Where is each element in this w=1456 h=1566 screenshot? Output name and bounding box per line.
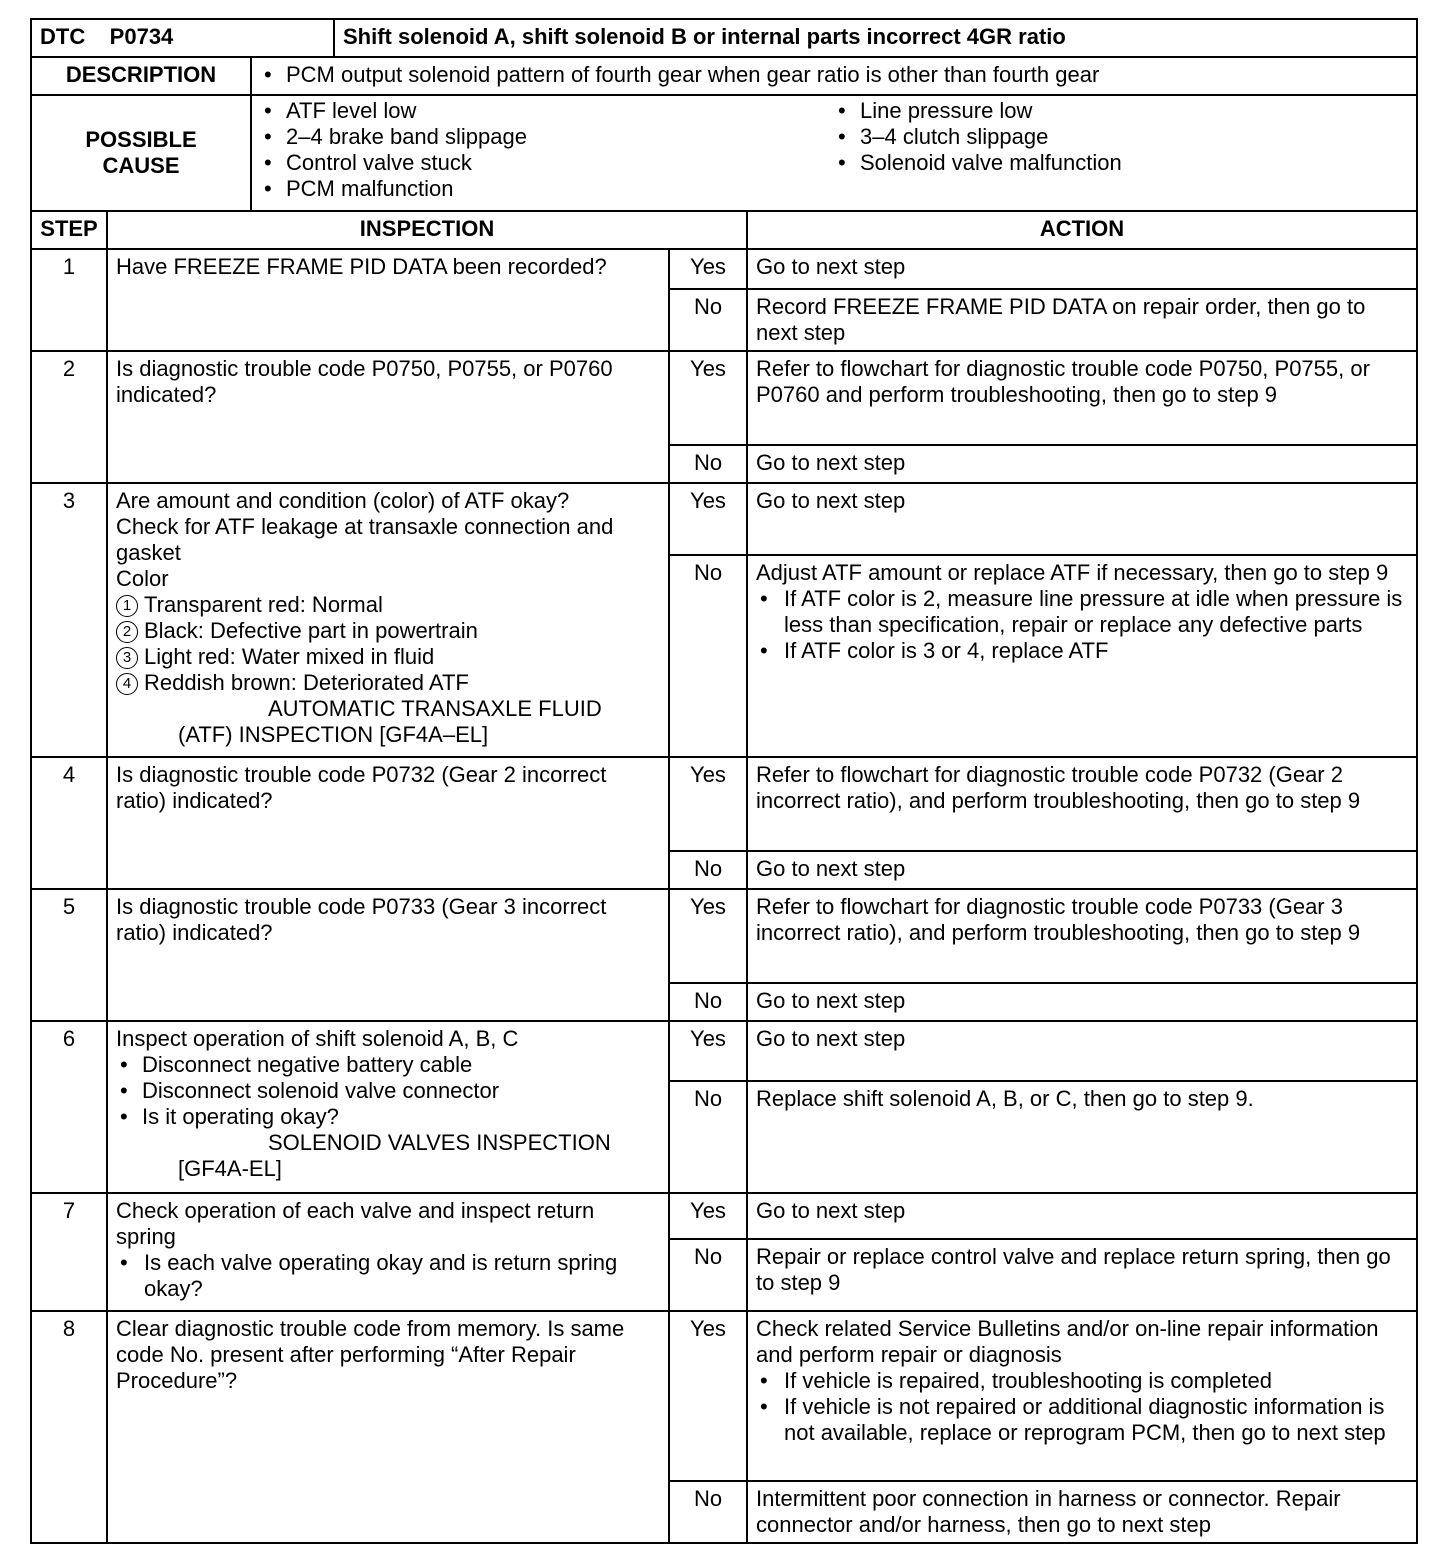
yes-label: Yes bbox=[669, 483, 747, 555]
circled-number: 4 bbox=[116, 673, 138, 695]
step-action-no: Repair or replace control valve and replace return spring, then go to step 9 bbox=[747, 1239, 1417, 1311]
step-inspection: Is diagnostic trouble code P0732 (Gear 2 incorrect ratio) indicated? bbox=[107, 757, 669, 889]
step-action-yes: Refer to flowchart for diagnostic trouble code P0733 (Gear 3 incorrect ratio), and perform troubleshooting, then go to step 9 bbox=[747, 889, 1417, 983]
inspection-bullet: • Disconnect negative battery cable bbox=[116, 1052, 660, 1078]
dtc-procedure-document bbox=[30, 18, 1418, 1544]
step-inspection: Is diagnostic trouble code P0733 (Gear 3 incorrect ratio) indicated? bbox=[107, 889, 669, 1021]
step-inspection bbox=[107, 1021, 669, 1193]
action-bullet: • If ATF color is 2, measure line pressure at idle when pressure is less than specification, repair or replace any defective parts bbox=[756, 586, 1408, 638]
step-action-no: Go to next step bbox=[747, 983, 1417, 1021]
step-action-no: Go to next step bbox=[747, 851, 1417, 889]
atf-color-item bbox=[116, 592, 660, 618]
inspection-line: Are amount and condition (color) of ATF okay? bbox=[116, 488, 570, 513]
circled-number: 2 bbox=[116, 621, 138, 643]
no-label: No bbox=[669, 1239, 747, 1311]
step-inspection: Is diagnostic trouble code P0750, P0755, or P0760 indicated? bbox=[107, 351, 669, 483]
step-action-yes: Refer to flowchart for diagnostic trouble code P0732 (Gear 2 incorrect ratio), and perform troubleshooting, then go to step 9 bbox=[747, 757, 1417, 851]
dtc-code: P0734 bbox=[109, 24, 174, 49]
description-cell bbox=[251, 57, 1417, 95]
step-inspection bbox=[107, 1193, 669, 1311]
step-column-header: STEP bbox=[31, 211, 107, 249]
step-number: 6 bbox=[31, 1021, 107, 1193]
step-action-yes: Go to next step bbox=[747, 1021, 1417, 1081]
no-label: No bbox=[669, 851, 747, 889]
inspection-main-text: Inspect operation of shift solenoid A, B, C bbox=[116, 1026, 519, 1051]
table-row bbox=[31, 1193, 1417, 1239]
step-number: 1 bbox=[31, 249, 107, 351]
step-number: 5 bbox=[31, 889, 107, 1021]
step-action-no: Record FREEZE FRAME PID DATA on repair order, then go to next step bbox=[747, 289, 1417, 351]
reference-link[interactable]: AUTOMATIC TRANSAXLE FLUID bbox=[268, 696, 602, 721]
step-action-yes bbox=[747, 1311, 1417, 1481]
step-number: 7 bbox=[31, 1193, 107, 1311]
cause-item: • 3–4 clutch slippage bbox=[834, 124, 1408, 150]
yes-label: Yes bbox=[669, 249, 747, 289]
step-number: 2 bbox=[31, 351, 107, 483]
step-action-no: Go to next step bbox=[747, 445, 1417, 483]
circled-number: 3 bbox=[116, 647, 138, 669]
atf-color-text: Light red: Water mixed in fluid bbox=[144, 644, 435, 669]
table-row bbox=[31, 1311, 1417, 1481]
table-row bbox=[31, 483, 1417, 555]
description-table bbox=[30, 56, 1418, 212]
possible-cause-label-line1: POSSIBLE bbox=[85, 127, 197, 152]
cause-item: • Control valve stuck bbox=[260, 150, 834, 176]
atf-color-item bbox=[116, 644, 660, 670]
step-number: 3 bbox=[31, 483, 107, 757]
dtc-label: DTC bbox=[40, 24, 86, 49]
step-action-no: Replace shift solenoid A, B, or C, then go to step 9. bbox=[747, 1081, 1417, 1193]
possible-cause-label bbox=[31, 95, 251, 211]
possible-cause-left bbox=[260, 98, 834, 202]
atf-color-text: Transparent red: Normal bbox=[144, 592, 383, 617]
inspection-bullet: • Is it operating okay? bbox=[116, 1104, 660, 1130]
description-text: • PCM output solenoid pattern of fourth gear when gear ratio is other than fourth gear bbox=[260, 62, 1408, 88]
step-action-yes: Go to next step bbox=[747, 249, 1417, 289]
inspection-bullet: • Is each valve operating okay and is return spring okay? bbox=[116, 1250, 660, 1302]
cause-item: • PCM malfunction bbox=[260, 176, 834, 202]
description-label: DESCRIPTION bbox=[31, 57, 251, 95]
action-main-text: Adjust ATF amount or replace ATF if necessary, then go to step 9 bbox=[756, 560, 1389, 585]
no-label: No bbox=[669, 1481, 747, 1543]
atf-color-text: Reddish brown: Deteriorated ATF bbox=[144, 670, 469, 695]
step-action-no bbox=[747, 555, 1417, 757]
table-row bbox=[31, 351, 1417, 445]
step-action-no: Intermittent poor connection in harness or connector. Repair connector and/or harness, then go to next step bbox=[747, 1481, 1417, 1543]
table-row bbox=[31, 1021, 1417, 1081]
yes-label: Yes bbox=[669, 1021, 747, 1081]
steps-table bbox=[30, 210, 1418, 1544]
reference-link[interactable]: [GF4A-EL] bbox=[178, 1156, 282, 1181]
possible-cause-right bbox=[834, 98, 1408, 202]
step-inspection: Have FREEZE FRAME PID DATA been recorded? bbox=[107, 249, 669, 351]
action-bullet: • If vehicle is not repaired or additional diagnostic information is not available, replace or reprogram PCM, then go to next step bbox=[756, 1394, 1408, 1446]
yes-label: Yes bbox=[669, 1193, 747, 1239]
dtc-header-table bbox=[30, 18, 1418, 58]
reference-link[interactable]: SOLENOID VALVES INSPECTION bbox=[268, 1130, 611, 1155]
table-row bbox=[31, 249, 1417, 289]
cause-item: • ATF level low bbox=[260, 98, 834, 124]
yes-label: Yes bbox=[669, 889, 747, 983]
reference-link[interactable]: (ATF) INSPECTION [GF4A–EL] bbox=[178, 722, 489, 747]
no-label: No bbox=[669, 983, 747, 1021]
atf-color-item bbox=[116, 670, 660, 696]
no-label: No bbox=[669, 445, 747, 483]
action-main-text: Check related Service Bulletins and/or on-line repair information and perform repair or diagnosis bbox=[756, 1316, 1379, 1367]
yes-label: Yes bbox=[669, 1311, 747, 1481]
step-action-yes: Refer to flowchart for diagnostic trouble code P0750, P0755, or P0760 and perform troubleshooting, then go to step 9 bbox=[747, 351, 1417, 445]
step-action-yes: Go to next step bbox=[747, 1193, 1417, 1239]
no-label: No bbox=[669, 1081, 747, 1193]
possible-cause-label-line2: CAUSE bbox=[102, 153, 180, 178]
possible-cause-list bbox=[251, 95, 1417, 211]
atf-color-text: Black: Defective part in powertrain bbox=[144, 618, 478, 643]
action-bullet: • If ATF color is 3 or 4, replace ATF bbox=[756, 638, 1408, 664]
cause-item: • Solenoid valve malfunction bbox=[834, 150, 1408, 176]
yes-label: Yes bbox=[669, 757, 747, 851]
cause-item: • 2–4 brake band slippage bbox=[260, 124, 834, 150]
dtc-title: Shift solenoid A, shift solenoid B or internal parts incorrect 4GR ratio bbox=[334, 19, 1417, 57]
circled-number: 1 bbox=[116, 595, 138, 617]
step-inspection bbox=[107, 483, 669, 757]
step-action-yes: Go to next step bbox=[747, 483, 1417, 555]
inspection-main-text: Check operation of each valve and inspect return spring bbox=[116, 1198, 595, 1249]
inspection-bullet: • Disconnect solenoid valve connector bbox=[116, 1078, 660, 1104]
step-number: 4 bbox=[31, 757, 107, 889]
action-column-header: ACTION bbox=[747, 211, 1417, 249]
step-number: 8 bbox=[31, 1311, 107, 1543]
no-label: No bbox=[669, 289, 747, 351]
no-label: No bbox=[669, 555, 747, 757]
cause-item: • Line pressure low bbox=[834, 98, 1408, 124]
yes-label: Yes bbox=[669, 351, 747, 445]
table-row bbox=[31, 889, 1417, 983]
inspection-column-header: INSPECTION bbox=[107, 211, 747, 249]
step-inspection: Clear diagnostic trouble code from memory. Is same code No. present after performing “After Repair Procedure”? bbox=[107, 1311, 669, 1543]
inspection-line: Color bbox=[116, 566, 169, 591]
action-bullet: • If vehicle is repaired, troubleshooting is completed bbox=[756, 1368, 1408, 1394]
dtc-code-cell bbox=[31, 19, 334, 57]
inspection-line: Check for ATF leakage at transaxle connection and gasket bbox=[116, 514, 614, 565]
atf-color-item bbox=[116, 618, 660, 644]
table-row bbox=[31, 757, 1417, 851]
